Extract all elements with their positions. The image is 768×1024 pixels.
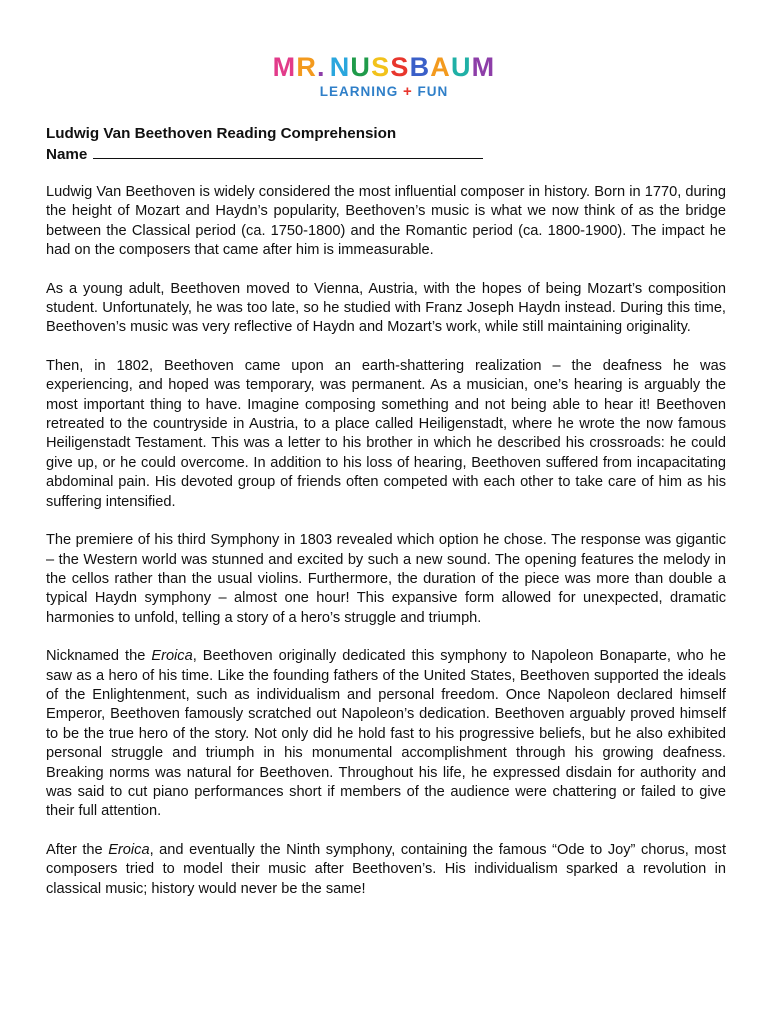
paragraph-text: After the [46,841,109,858]
italic-text: Eroica [151,648,193,665]
worksheet [46,124,726,918]
logo-letter: U [350,52,372,82]
logo-letter: N [329,52,351,82]
logo-letter: B [409,52,431,82]
logo-letter: S [371,52,391,82]
logo-letter: S [390,52,410,82]
logo-tagline [0,84,768,100]
paragraph-text: The premiere of his third Symphony in 1803 revealed which option he chose. The response was gigantic – the Western world was stunned and excited by such a new sound. The opening features the melody in the cellos rather than the usual violins. Furthermore, the duration of the piece was more than double a typical Haydn symphony – almost one hour! This expansive form allowed for unexpected, dramatic harmonies to unfold, telling a story of a hero’s struggle and triumph. [46,532,726,626]
logo-letter: . [317,52,326,82]
name-field [46,144,726,165]
site-logo [0,52,768,100]
passage-paragraph [46,357,726,512]
paragraph-text: , Beethoven originally dedicated this symphony to Napoleon Bonaparte, who he saw as a hero of his time. Like the founding fathers of the United States, Beethoven supported the ideals of the Enlightenment, such as individualism and personal freedom. Once Napoleon declared himself Emperor, Beethoven famously scratched out Napoleon’s dedication. Beethoven arguably proved himself to be the true hero of the story. Not only did he hold fast to his progressive beliefs, but he also exhibited personal struggle and triumph in his monumental accomplishment through his growing deafness. Breaking norms was natural for Beethoven. Throughout his life, he expressed disdain for authority and was said to cut piano performances short if members of the audience were chattering or failed to give their full attention. [46,648,726,820]
paragraph-text: Nicknamed the [46,648,152,665]
reading-passage [46,183,726,899]
paragraph-text: As a young adult, Beethoven moved to Vienna, Austria, with the hopes of being Mozart’s composition student. Unfortunately, he was too late, so he studied with Franz Joseph Haydn instead. During this time, Beethoven’s music was very reflective of Haydn and Mozart’s work, while still maintaining originality. [46,280,726,336]
logo-wordmark [273,52,496,82]
passage-paragraph [46,647,726,822]
paragraph-text: Ludwig Van Beethoven is widely considered the most influential composer in history. Born in 1770, during the height of Mozart and Haydn’s popularity, Beethoven’s music is what we now think of as the bridge between the Classical period (ca. 1750-1800) and the Romantic period (ca. 1800-1900). The impact he had on the composers that came after him is immeasurable. [46,184,726,259]
worksheet-title: Ludwig Van Beethoven Reading Comprehension [46,125,397,142]
italic-text: Eroica [108,841,150,858]
name-label: Name [46,146,88,163]
paragraph-text: , and eventually the Ninth symphony, containing the famous “Ode to Joy” chorus, most composers tried to model their music after Beethoven’s. His individualism sparked a revolution in classical music; history would never be the same! [46,841,726,897]
logo-letter: M [272,52,297,82]
logo-tagline-left: LEARNING [319,84,399,99]
passage-paragraph [46,531,726,628]
logo-tagline-right: FUN [417,84,449,99]
passage-paragraph [46,183,726,261]
logo-letter: A [430,52,451,82]
plus-icon: + [402,83,413,100]
paragraph-text: Then, in 1802, Beethoven came upon an earth-shattering realization – the deafness he was experiencing, and hoped was temporary, was permanent. As a musician, one’s hearing is arguably the most important thing to have. Imagine composing something and not being able to hear it! Beethoven retreated to the countryside in Austria, to a place called Heiligenstadt, where he wrote the now famous Heiligenstadt Testament. This was a letter to his brother in which he described his crossroads: he could give up, or he could overcome. In addition to his loss of hearing, Beethoven suffered from incapacitating abdominal pain. His devoted group of friends often competed with each other to take care of him as his suffering intensified. [46,357,726,510]
passage-paragraph [46,280,726,338]
logo-letter: M [471,52,496,82]
logo-letter: U [450,52,472,82]
name-blank-line[interactable] [93,144,483,159]
logo-letter: R [296,52,318,82]
passage-paragraph [46,841,726,899]
